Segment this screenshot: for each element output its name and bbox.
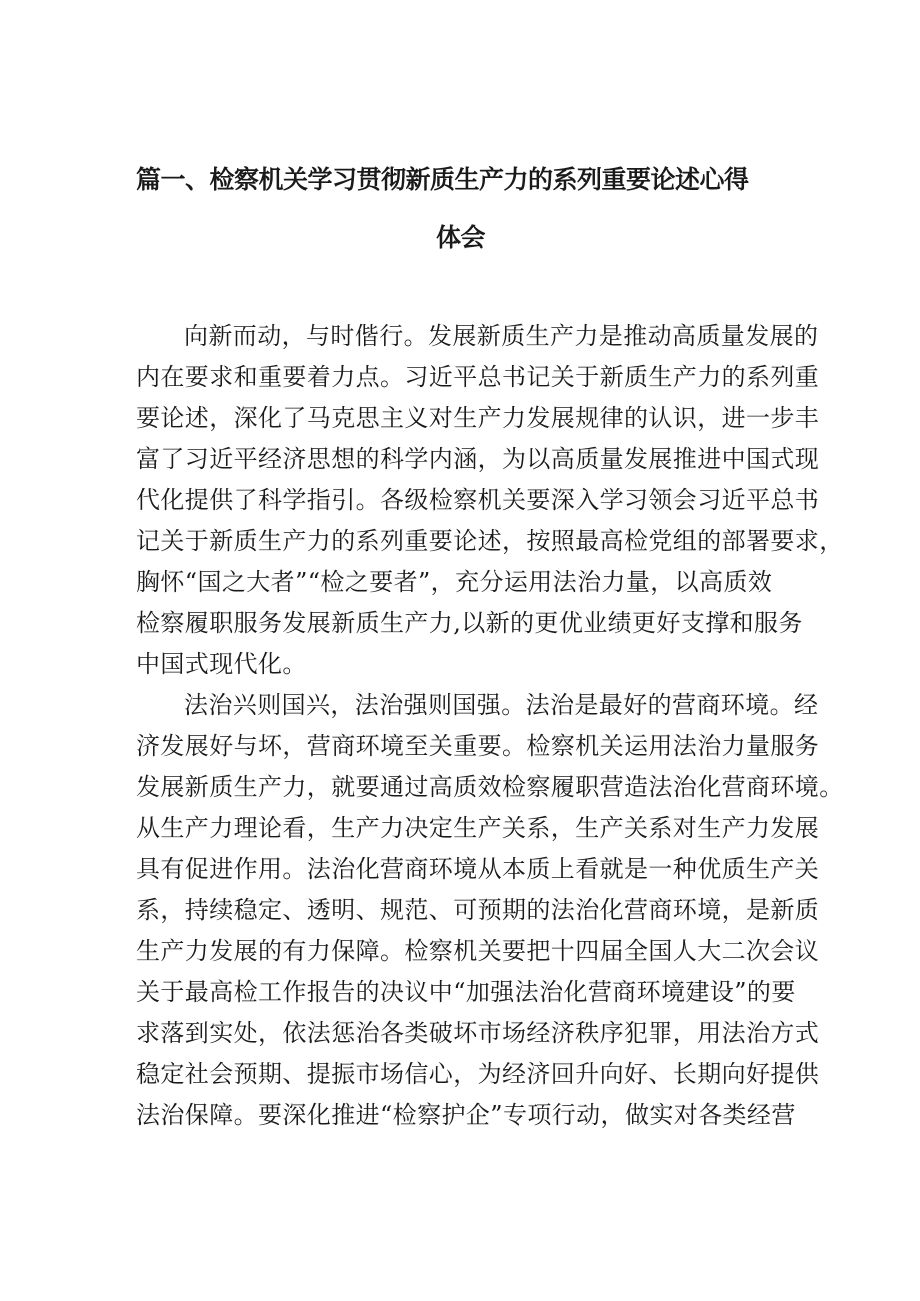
paragraph-line: 代化提供了科学指引。各级检察机关要深入学习领会习近平总书 — [136, 486, 820, 514]
paragraph-1 — [136, 316, 844, 685]
paragraph-line: 从生产力理论看，生产力决定生产关系，生产关系对生产力发展 — [136, 814, 820, 842]
paragraph-line: 要论述，深化了马克思主义对生产力发展规律的认识，进一步丰 — [136, 404, 820, 432]
paragraph-line: 胸怀“国之大者”“检之要者”，充分运用法治力量，以高质效 — [136, 568, 773, 596]
paragraph-line: 内在要求和重要着力点。习近平总书记关于新质生产力的系列重 — [136, 363, 820, 391]
paragraph-line: 具有促进作用。法治化营商环境从本质上看就是一种优质生产关 — [136, 855, 820, 883]
document-title-line-1: 篇一、检察机关学习贯彻新质生产力的系列重要论述心得 — [136, 165, 749, 194]
document-title-line-2: 体会 — [436, 223, 486, 252]
document-body — [136, 316, 844, 1136]
paragraph-line: 求落到实处，依法惩治各类破坏市场经济秩序犯罪，用法治方式 — [136, 1019, 820, 1047]
paragraph-line: 系，持续稳定、透明、规范、可预期的法治化营商环境，是新质 — [136, 896, 820, 924]
paragraph-line: 济发展好与坏，营商环境至关重要。检察机关运用法治力量服务 — [136, 732, 820, 760]
paragraph-line: 富了习近平经济思想的科学内涵，为以高质量发展推进中国式现 — [136, 445, 820, 473]
paragraph-line: 向新而动，与时偕行。发展新质生产力是推动高质量发展的 — [184, 322, 819, 350]
paragraph-line: 生产力发展的有力保障。检察机关要把十四届全国人大二次会议 — [136, 937, 820, 965]
paragraph-line: 发展新质生产力，就要通过高质效检察履职营造法治化营商环境。 — [136, 773, 844, 801]
paragraph-line: 记关于新质生产力的系列重要论述，按照最高检党组的部署要求， — [136, 527, 844, 555]
paragraph-line: 稳定社会预期、提振市场信心，为经济回升向好、长期向好提供 — [136, 1060, 820, 1088]
paragraph-line: 检察履职服务发展新质生产力,以新的更优业绩更好支撑和服务 — [136, 609, 803, 637]
paragraph-line: 法治兴则国兴，法治强则国强。法治是最好的营商环境。经 — [184, 691, 819, 719]
paragraph-line: 关于最高检工作报告的决议中“加强法治化营商环境建设”的要 — [136, 978, 796, 1006]
paragraph-line: 法治保障。要深化推进“检察护企”专项行动，做实对各类经营 — [136, 1101, 796, 1129]
paragraph-2 — [136, 685, 844, 1136]
paragraph-line: 中国式现代化。 — [136, 650, 307, 678]
